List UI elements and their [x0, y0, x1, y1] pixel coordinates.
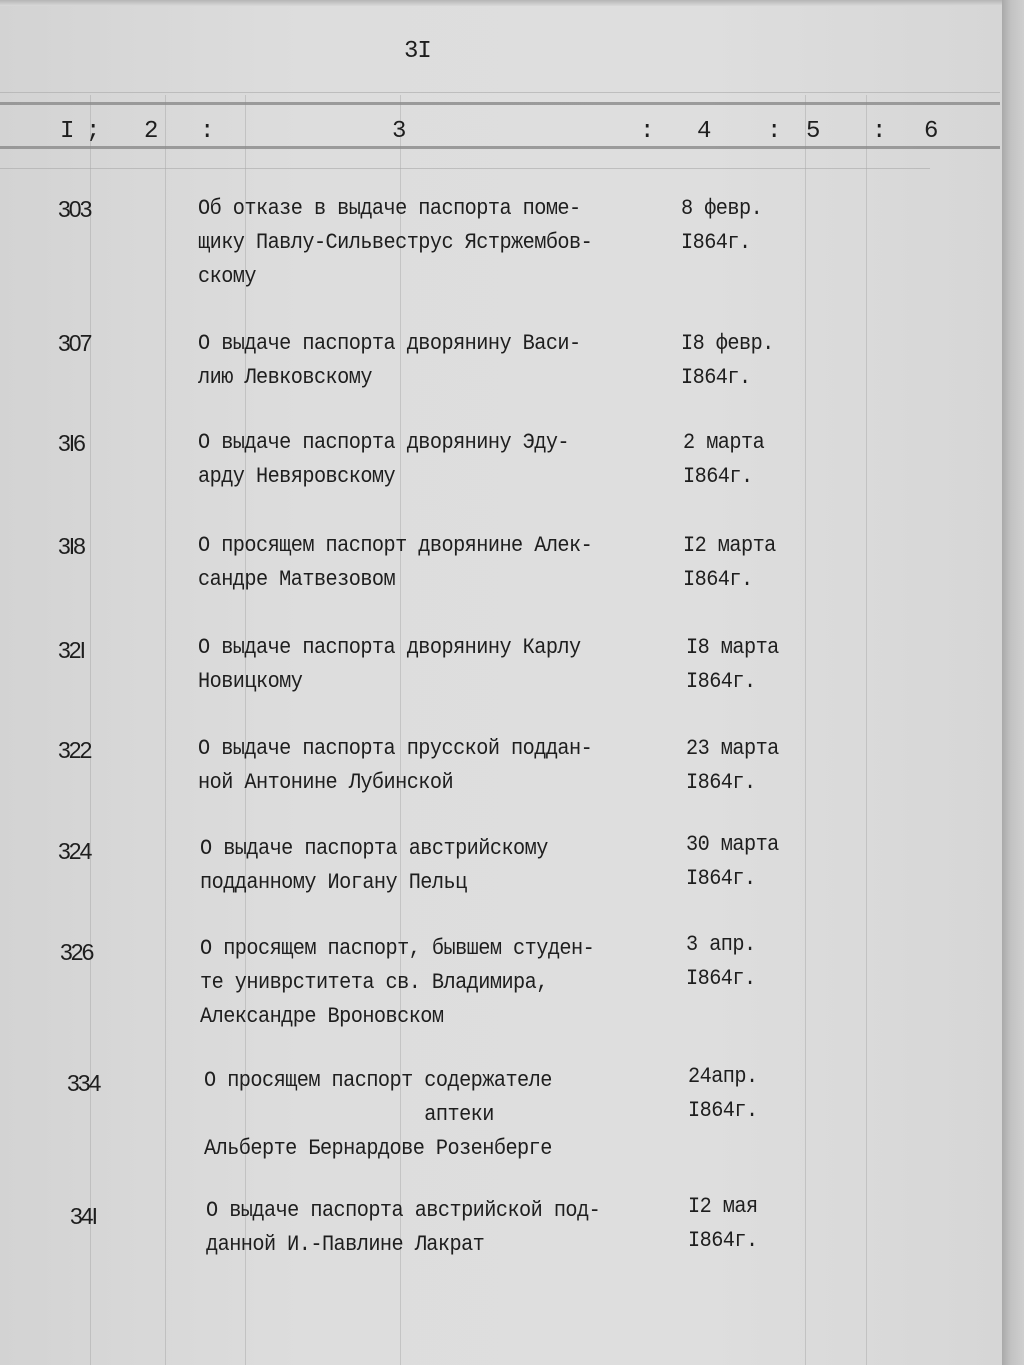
entry-date [681, 327, 774, 395]
entry-number: 32I [58, 637, 84, 663]
page-top-edge [0, 0, 1004, 6]
entry-date [683, 426, 764, 494]
date-line: 24апр. [688, 1064, 758, 1089]
date-line: 8 февр. [681, 196, 763, 221]
entry-title [198, 732, 592, 800]
title-line: О выдаче паспорта прусской поддан- [198, 736, 593, 761]
date-line: 23 марта [686, 736, 779, 761]
page-number: 3I [404, 38, 431, 65]
entry-number: 34I [70, 1203, 96, 1229]
title-line: О выдаче паспорта дворянину Карлу [198, 635, 581, 660]
header-sep: : [767, 118, 782, 145]
entry-date [686, 732, 779, 800]
entry-date [688, 1060, 758, 1128]
date-line: I864г. [688, 1098, 758, 1123]
title-line: О выдаче паспорта дворянину Эду- [198, 430, 570, 455]
title-line: щику Павлу-Сильвеструс Ястржембов- [198, 230, 593, 255]
title-line: данной И.-Павлине Лакрат [206, 1232, 485, 1257]
entry-date [686, 928, 756, 996]
title-line: те униврститета св. Владимира, [200, 970, 548, 995]
entry-title [198, 529, 592, 597]
title-line: арду Невяровскому [198, 464, 396, 489]
column-rule [90, 95, 91, 1365]
date-line: I864г. [681, 365, 751, 390]
header-sep: : [640, 118, 655, 145]
date-line: I864г. [683, 464, 753, 489]
header-col-3: 3 [392, 118, 407, 145]
header-sep: : [200, 118, 215, 145]
header-col-4: 4 [697, 118, 712, 145]
title-line: О выдаче паспорта дворянину Васи- [198, 331, 581, 356]
title-line: О просящем паспорт, бывшем студен- [200, 936, 595, 961]
column-rule [165, 95, 166, 1365]
date-line: I864г. [683, 567, 753, 592]
entry-date [681, 192, 762, 260]
date-line: 2 марта [683, 430, 765, 455]
entry-date [688, 1190, 758, 1258]
date-line: 3 апр. [686, 932, 756, 957]
column-rule [866, 95, 867, 1365]
title-line: аптеки [204, 1102, 494, 1127]
header-col-6: 6 [924, 118, 939, 145]
entry-number: 324 [58, 838, 91, 864]
title-line: сандре Матвезовом [198, 567, 396, 592]
header-rule-bottom-thin [0, 168, 930, 169]
header-rule-top [0, 102, 1000, 105]
title-line: Альберте Бернардове Розенберге [204, 1136, 552, 1161]
title-line: О просящем паспорт содержателе [204, 1068, 552, 1093]
title-line: О выдаче паспорта австрийской под- [206, 1198, 601, 1223]
entry-title [198, 631, 581, 699]
column-rule [805, 95, 806, 1365]
date-line: I8 марта [686, 635, 779, 660]
title-line: ной Антонине Лубинской [198, 770, 454, 795]
title-line: О выдаче паспорта австрийскому [200, 836, 548, 861]
title-line: Об отказе в выдаче паспорта поме- [198, 196, 581, 221]
date-line: I2 марта [683, 533, 776, 558]
entry-title [200, 832, 548, 900]
title-line: скому [198, 264, 256, 289]
title-line: Новицкому [198, 669, 303, 694]
header-sep: : [872, 118, 887, 145]
entry-number: 326 [60, 939, 93, 965]
header-col-5: 5 [806, 118, 821, 145]
date-line: I864г. [688, 1228, 758, 1253]
entry-number: 334 [67, 1070, 100, 1096]
header-col-1: I [60, 118, 75, 145]
entry-title [198, 192, 592, 294]
entry-number: 303 [58, 196, 91, 222]
date-line: I2 мая [688, 1194, 758, 1219]
entry-title [204, 1064, 552, 1166]
title-line: подданному Иогану Пельц [200, 870, 467, 895]
entry-date [686, 631, 779, 699]
date-line: I864г. [686, 770, 756, 795]
page-edge-shadow [1002, 0, 1024, 1365]
entry-title [198, 426, 569, 494]
entry-number: 3I8 [58, 533, 84, 559]
header-sep: ; [86, 118, 101, 145]
title-line: Александре Вроновском [200, 1004, 444, 1029]
header-rule-top-thin [0, 92, 1000, 93]
title-line: лию Левковскому [198, 365, 372, 390]
date-line: I864г. [681, 230, 751, 255]
entry-number: 3I6 [58, 430, 84, 456]
date-line: 30 марта [686, 832, 779, 857]
entry-number: 307 [58, 330, 91, 356]
date-line: I864г. [686, 669, 756, 694]
entry-title [198, 327, 581, 395]
header-col-2: 2 [144, 118, 159, 145]
date-line: I8 февр. [681, 331, 774, 356]
entry-title [200, 932, 594, 1034]
date-line: I864г. [686, 966, 756, 991]
entry-date [683, 529, 776, 597]
entry-date [686, 828, 779, 896]
title-line: О просящем паспорт дворянине Алек- [198, 533, 593, 558]
date-line: I864г. [686, 866, 756, 891]
entry-number: 322 [58, 737, 91, 763]
entry-title [206, 1194, 600, 1262]
